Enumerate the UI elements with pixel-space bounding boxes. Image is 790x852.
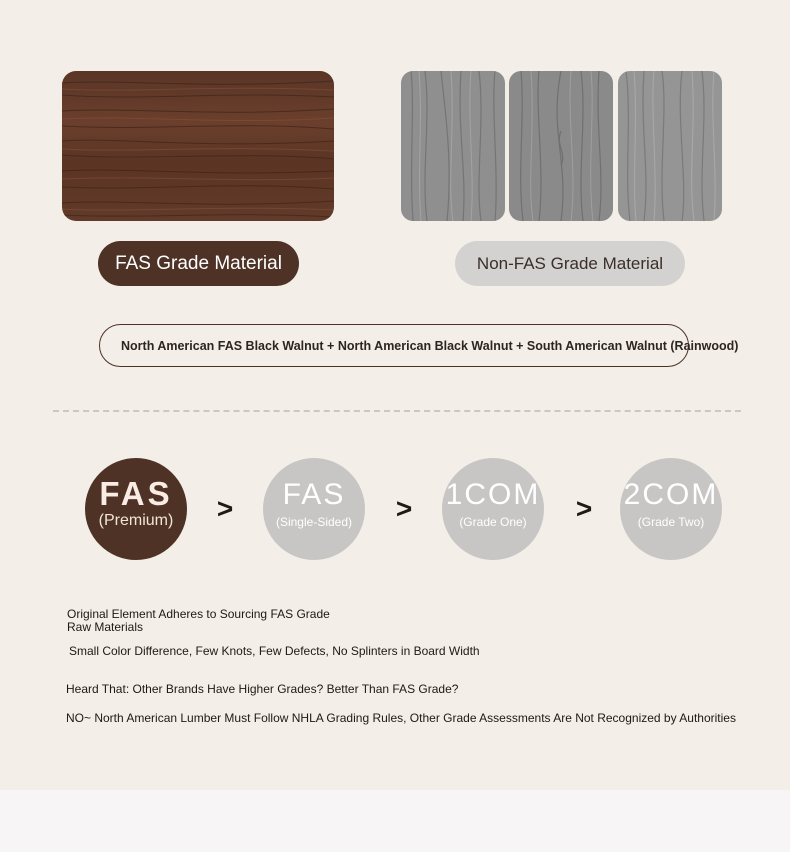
fas-wood-sample-image — [62, 71, 334, 221]
grade-circle-1com — [442, 458, 544, 560]
species-text: North American FAS Black Walnut + North American Black Walnut + South American Walnut (Rainwood) — [121, 338, 739, 353]
grade-title: FAS — [282, 478, 346, 511]
grade-title: 2COM — [623, 478, 719, 511]
note-line-4: NO~ North American Lumber Must Follow NHLA Grading Rules, Other Grade Assessments Are Not Recognized by Authorities — [66, 711, 736, 725]
grade-circle-fas-premium — [85, 458, 187, 560]
note-line-1b: Raw Materials — [67, 620, 144, 634]
species-banner — [99, 324, 739, 367]
nonfas-grade-label-text: Non-FAS Grade Material — [476, 253, 664, 273]
grade-subtitle: (Grade Two) — [637, 515, 705, 529]
nonfas-wood-sample-image-1 — [401, 71, 505, 221]
bottom-strip — [0, 790, 790, 852]
nonfas-grade-label — [455, 241, 685, 286]
note-line-2: Small Color Difference, Few Knots, Few Defects, No Splinters in Board Width — [69, 644, 480, 658]
greater-than-sign: > — [575, 493, 593, 524]
grade-circle-2com — [620, 458, 722, 560]
grade-subtitle: (Premium) — [98, 512, 174, 529]
fas-grade-label-text: FAS Grade Material — [115, 252, 282, 274]
nonfas-wood-sample-image-3 — [618, 71, 722, 221]
greater-than-sign: > — [216, 493, 234, 524]
grade-title: 1COM — [445, 478, 541, 511]
fas-grade-label — [98, 241, 299, 286]
nonfas-wood-sample-image-2 — [509, 71, 613, 221]
note-line-1a: Original Element Adheres to Sourcing FAS Grade — [67, 607, 330, 621]
grade-subtitle: (Grade One) — [459, 515, 527, 529]
grade-subtitle: (Single-Sided) — [275, 515, 353, 529]
note-line-3: Heard That: Other Brands Have Higher Grades? Better Than FAS Grade? — [66, 682, 459, 696]
grade-circle-fas-single-sided — [263, 458, 365, 560]
greater-than-sign: > — [395, 493, 413, 524]
grade-title: FAS — [99, 475, 173, 512]
dashed-divider — [53, 410, 741, 412]
